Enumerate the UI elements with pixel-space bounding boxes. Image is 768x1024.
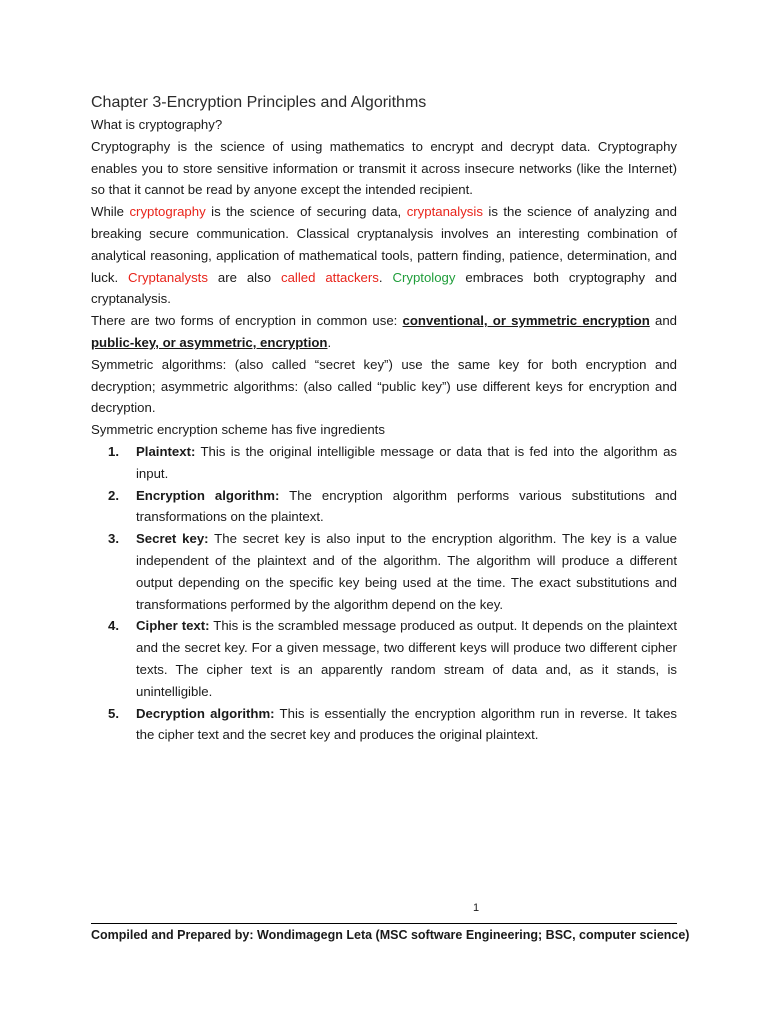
text-run: There are two forms of encryption in common use: — [91, 313, 403, 329]
section-subheading: What is cryptography? — [91, 117, 223, 132]
term-cryptology: Cryptology — [392, 269, 456, 285]
list-term: Decryption algorithm: — [136, 705, 275, 721]
footer-credit: Compiled and Prepared by: Wondimagegn Leta (MSC software Engineering; BSC, computer science) — [91, 928, 690, 942]
chapter-title: Chapter 3-Encryption Principles and Algorithms — [91, 94, 427, 111]
page-content — [91, 92, 677, 746]
list-item — [108, 528, 677, 615]
list-text: The encryption algorithm performs various substitutions and transformations on the plaintext. — [136, 487, 677, 525]
list-item — [108, 485, 677, 529]
list-item — [108, 703, 678, 747]
text-run: is the science of analyzing and breaking secure communication. Classical cryptanalysis involves an interesting combination of analytical reasoning, application of mathematical tools, pattern finding, patience, determination, and luck. — [91, 204, 677, 285]
term-asymmetric: public-key, or asymmetric, encryption — [91, 334, 328, 350]
text-run: are also — [207, 269, 281, 285]
list-number: 4. — [108, 618, 119, 634]
term-cryptanalysts: Cryptanalysts — [128, 269, 208, 285]
paragraph-definition: Cryptography is the science of using mathematics to encrypt and decrypt data. Cryptography enables you to store sensitive information or transmit it across insecure networks (like the Internet) so that it cannot be read by anyone except the intended recipient. — [91, 138, 677, 198]
paragraph-forms — [91, 310, 677, 354]
term-cryptanalysis: cryptanalysis — [406, 204, 483, 220]
list-text: This is the original intelligible message or data that is fed into the algorithm as input. — [136, 443, 677, 481]
text-run: . — [378, 269, 393, 285]
text-run: . — [327, 334, 332, 350]
paragraph-algorithms: Symmetric algorithms: (also called “secret key”) use the same key for both encryption and decryption; asymmetric algorithms: (also called “public key”) use different keys for encryption and decryption. — [91, 356, 677, 416]
paragraph-ingredients-intro: Symmetric encryption scheme has five ingredients — [91, 422, 385, 438]
list-item — [108, 441, 677, 485]
list-text: This is the scrambled message produced as output. It depends on the plaintext and the secret key. For a given message, two different keys will produce two different cipher texts. The cipher text is an apparently random stream of data and, as it stands, is unintelligible. — [136, 618, 678, 699]
list-number: 1. — [108, 443, 119, 459]
list-item — [108, 615, 678, 702]
ingredients-list — [91, 441, 677, 746]
term-symmetric: conventional, or symmetric encryption — [402, 313, 650, 329]
text-run: embraces both cryptography and cryptanalysis. — [91, 269, 678, 307]
list-text: The secret key is also input to the encryption algorithm. The key is a value independent of the plaintext and of the algorithm. The algorithm will produce a different output depending on the specific key being used at the time. The exact substitutions and transformations performed by the algorithm depend on the key. — [136, 531, 677, 612]
term-cryptography: cryptography — [129, 204, 206, 220]
list-term: Encryption algorithm: — [136, 487, 280, 503]
text-run: is the science of securing data, — [205, 204, 407, 220]
paragraph-cryptanalysis — [91, 201, 677, 310]
list-text: This is essentially the encryption algorithm run in reverse. It takes the cipher text and the secret key and produces the original plaintext. — [136, 705, 678, 743]
list-term: Cipher text: — [136, 618, 210, 634]
list-number: 3. — [108, 531, 119, 547]
list-number: 2. — [108, 487, 119, 503]
list-term: Plaintext: — [136, 443, 196, 459]
list-number: 5. — [108, 705, 119, 721]
footer-divider — [91, 923, 677, 924]
list-term: Secret key: — [136, 531, 209, 547]
page-number: 1 — [472, 902, 480, 914]
term-attackers: called attackers — [280, 269, 379, 285]
text-run: While — [91, 204, 130, 220]
text-run: and — [649, 313, 677, 329]
